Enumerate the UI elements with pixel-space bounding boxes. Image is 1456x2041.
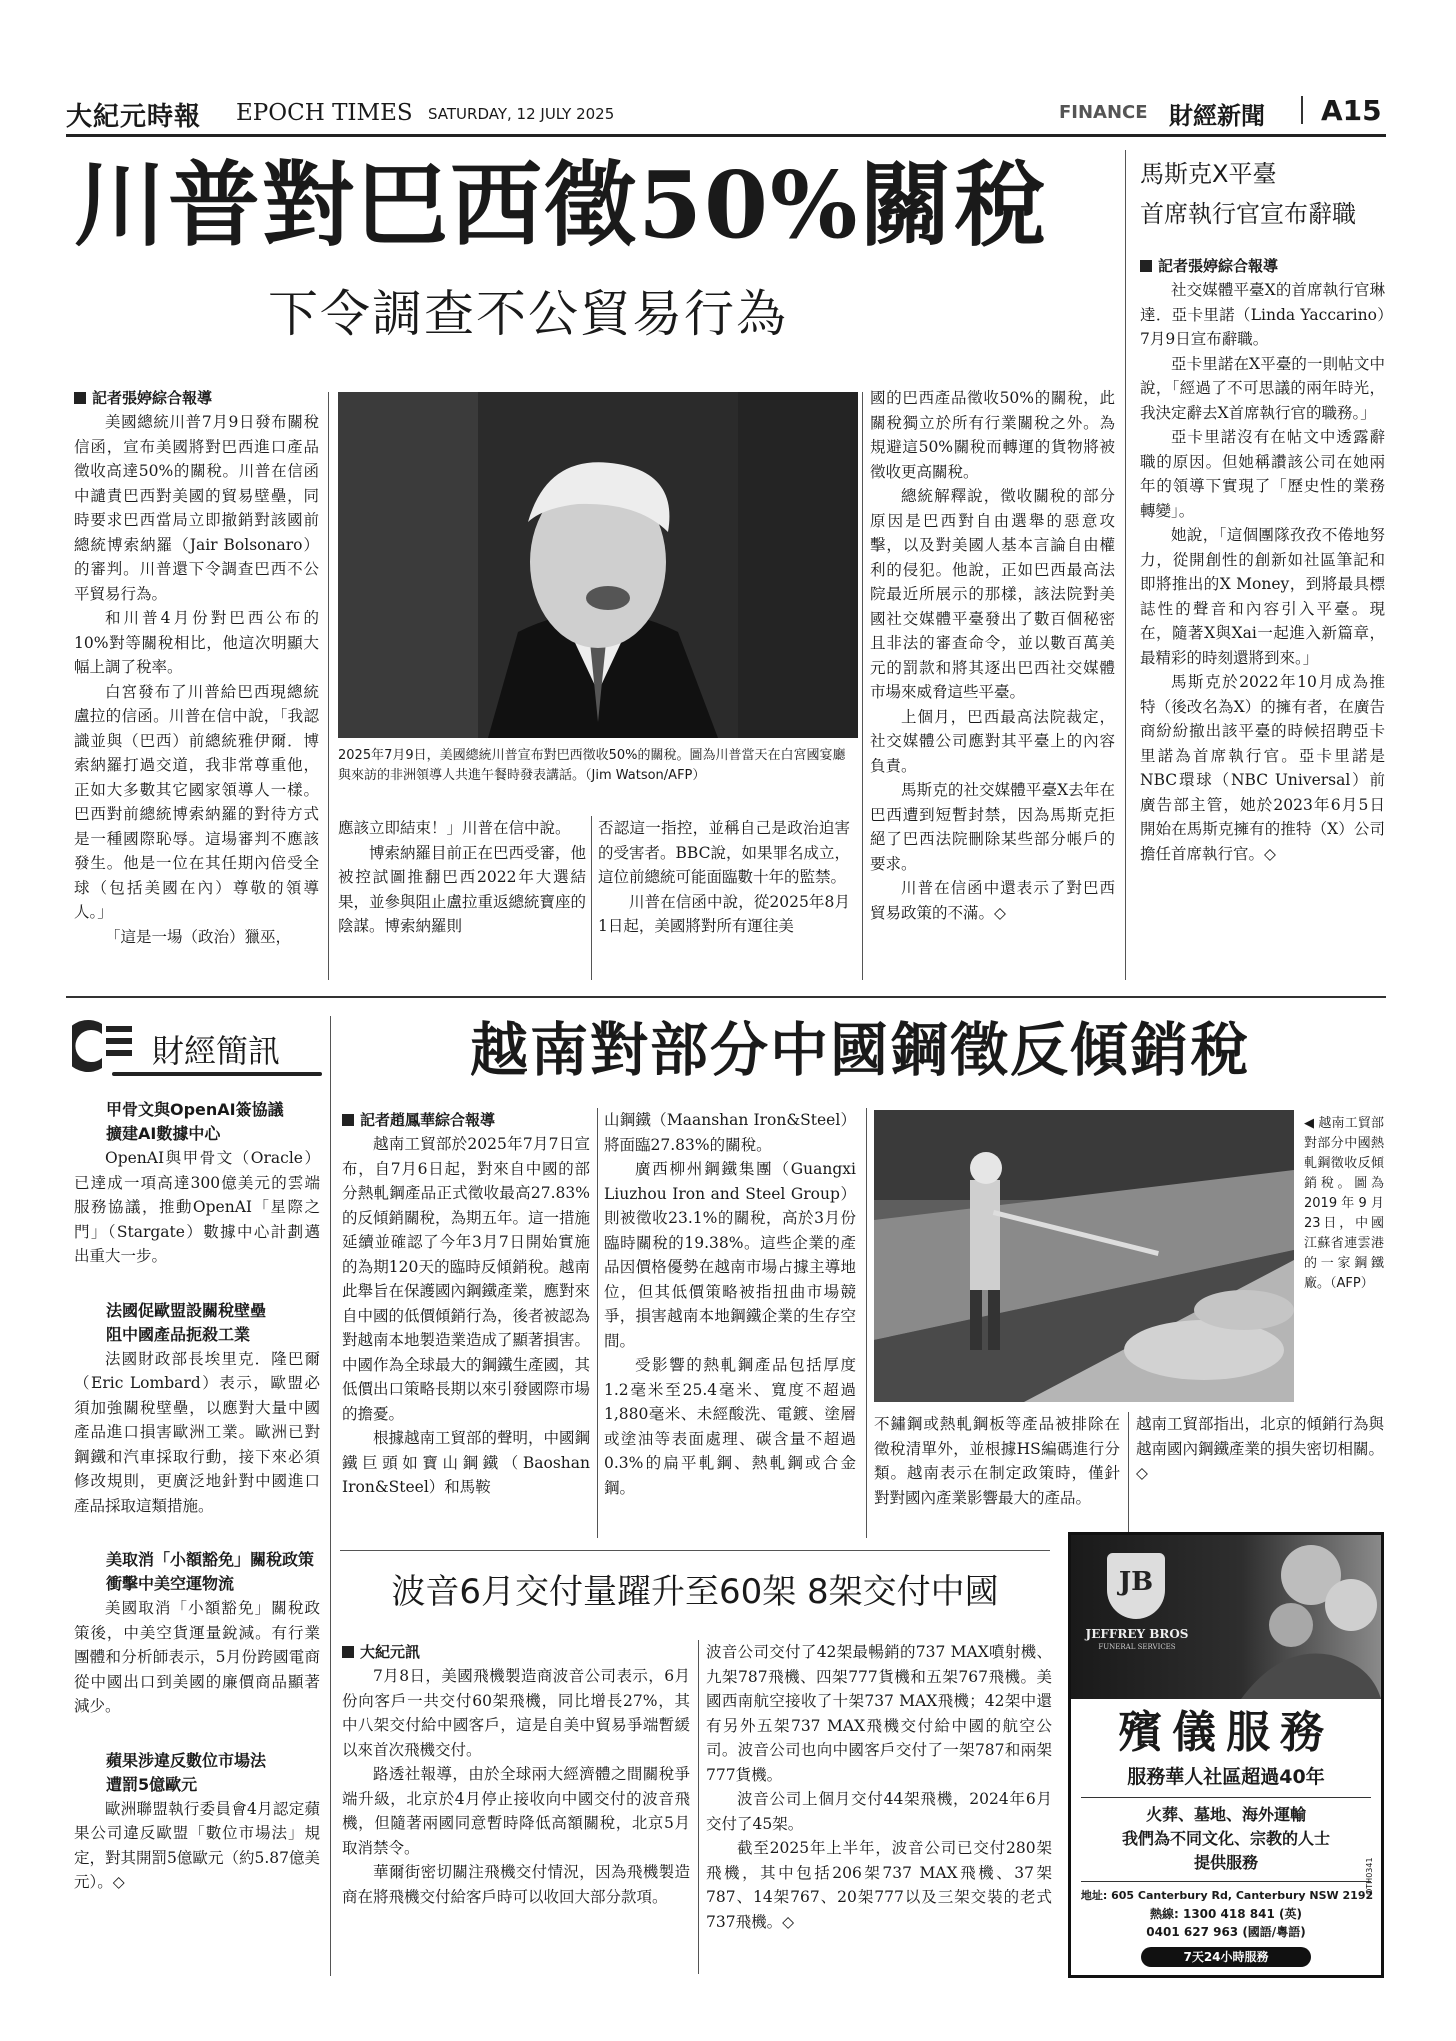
lead-byline: 記者張婷綜合報導 (74, 386, 319, 410)
lead-paragraph: 川普在信函中說，從2025年8月1日起，美國將對所有運往美 (598, 892, 850, 935)
brief-headline: 衝擊中美空運物流 (106, 1574, 235, 1593)
brief-body: 歐洲聯盟執行委員會4月認定蘋果公司違反歐盟「數位市場法」規定，對其開罰5億歐元（約5.87億美元）。◇ (74, 1799, 320, 1891)
boeing-col-1 (342, 1640, 690, 1909)
vietnam-paragraph: 受影響的熱軋鋼產品包括厚度1.2毫米至25.4毫米、寬度不超過1,880毫米、未經酸洗、電鍍、塗層或塗油等表面處理、碳含量不超過0.3%的扁平軋鋼、熱軋鋼或合金鋼。 (604, 1356, 856, 1497)
side-paragraph: 她說，「這個團隊孜孜不倦地努力，從開創性的創新如社區筆記和即將推出的X Money，到將最具標誌性的聲音和內容引入平臺。現在，隨著X與Xai一起進入新篇章，最精彩的時刻還將到來。」 (1140, 526, 1385, 667)
lead-paragraph: 國的巴西產品徵收50%的關稅，此關稅獨立於所有行業關稅之外。為規避這50%關稅而轉運的貨物將被徵收更高關稅。 (870, 389, 1115, 481)
boeing-paragraph: 7月8日，美國飛機製造商波音公司表示，6月份向客戶一共交付60架飛機，同比增長27%，其中八架交付給中國客戶，這是自美中貿易爭端暫緩以來首次飛機交付。 (342, 1667, 690, 1759)
section-label-en: FINANCE (1059, 102, 1148, 123)
briefs-divider (330, 1016, 331, 1976)
vietnam-paragraph: 不鏽鋼或熱軋鋼板等產品被排除在徵稅清單外，並根據HS編碼進行分類。越南表示在制定政策時，僅針對對國內產業影響最大的產品。 (874, 1415, 1120, 1507)
ad-hotline[interactable]: 熱線: 1300 418 841 (英) (1150, 1907, 1302, 1921)
side-paragraph: 亞卡里諾沒有在帖文中透露辭職的原因。但她稱讚該公司在她兩年的領導下實現了「歷史性的業務轉變」。 (1140, 428, 1385, 520)
brief-item (74, 1749, 320, 1895)
briefs-title-rule (112, 1072, 322, 1076)
ad-subtitle: 服務華人社區超過40年 (1127, 1766, 1325, 1788)
briefs-logo-icon (72, 1016, 136, 1072)
masthead-logo: 大紀元時報 (66, 102, 202, 132)
ad-hours-badge: 7天24小時服務 (1141, 1947, 1311, 1967)
side-paragraph: 馬斯克於2022年10月成為推特（後改名為X）的擁有者，在廣告商紛紛撤出該平臺的時候招聘亞卡里諾為首席執行官。亞卡里諾是NBC環球（NBC Universal）前廣告部主管，她於2023年6月5日開始在馬斯克擁有的推特（X）公司擔任首席執行官。◇ (1140, 673, 1385, 863)
ad-brand: JEFFREY BROS (1085, 1627, 1189, 1641)
page-number: A15 (1321, 94, 1382, 127)
boeing-col-2 (706, 1640, 1052, 1934)
lead-paragraph: 否認這一指控，並稱自己是政治迫害的受害者。BBC說，如果罪名成立，這位前總統可能面臨數十年的監禁。 (598, 819, 850, 886)
side-headline-line2: 首席執行官宣布辭職 (1140, 200, 1356, 228)
boeing-byline: 大紀元訊 (342, 1640, 690, 1664)
ad-divider (1081, 1881, 1371, 1882)
lead-col-1 (74, 386, 319, 949)
lead-photo-caption: 2025年7月9日，美國總統川普宣布對巴西徵收50%的關稅。圖為川普當天在白宮國宴廳與來訪的非洲領導人共進午餐時發表講話。（Jim Watson/AFP） (338, 748, 846, 783)
lead-paragraph: 博索納羅目前正在巴西受審，他被控試圖推翻巴西2022年大選結果，並參與阻止盧拉重返總統寶座的陰謀。博索納羅則 (338, 843, 587, 935)
brief-body: OpenAI與甲骨文（Oracle）已達成一項高達300億美元的雲端服務協議，推動OpenAI「星際之門」（Stargate）數據中心計劃邁出重大一步。 (74, 1149, 320, 1265)
vietnam-col-divider (597, 1108, 598, 1538)
brief-item (74, 1299, 320, 1519)
side-paragraph: 社交媒體平臺X的首席執行官琳達．亞卡里諾（Linda Yaccarino）7月9日宣布辭職。 (1140, 281, 1385, 348)
vietnam-paragraph: 山鋼鐵（Maanshan Iron&Steel）將面臨27.83%的關稅。 (604, 1111, 856, 1154)
ad-brand-sub: FUNERAL SERVICES (1098, 1643, 1176, 1651)
lead-col-divider (328, 392, 329, 980)
masthead (66, 92, 1386, 132)
ad-service-line: 我們為不同文化、宗教的人士 (1121, 1829, 1330, 1848)
lead-paragraph: 美國總統川普7月9日發布關稅信函，宣布美國將對巴西進口產品徵收高達50%的關稅。川普在信函中譴責巴西對美國的貿易壁壘，同時要求巴西當局立即撤銷對該國前總統博索納羅（Jair Bolsonaro）的審判。川普還下令調查巴西不公平貿易行為。 (74, 413, 319, 603)
side-byline: 記者張婷綜合報導 (1140, 254, 1385, 278)
brief-headline: 法國促歐盟設關稅壁壘 (106, 1300, 267, 1320)
masthead-name: EPOCH TIMES (236, 100, 413, 126)
lead-paragraph: 總統解釋說，徵收關稅的部分原因是巴西對自由選舉的惡意攻擊，以及對美國人基本言論自由權利的侵犯。他說，正如巴西最高法院最近所展示的那樣，該法院對美國社交媒體平臺發出了數百個秘密且非法的審查命令，並以數百萬美元的罰款和將其逐出巴西社交媒體市場來威脅這些平臺。 (870, 487, 1115, 701)
masthead-divider (1301, 96, 1303, 124)
vietnam-col-1 (342, 1108, 590, 1500)
lead-paragraph: 應該立即結束！」川普在信中說。 (338, 819, 571, 837)
brief-headline: 阻中國產品扼殺工業 (106, 1324, 251, 1344)
brief-headline: 甲骨文與OpenAI簽協議 (106, 1100, 284, 1119)
vietnam-col-divider (1128, 1412, 1129, 1538)
vietnam-col-2 (604, 1108, 856, 1500)
ad-divider (1081, 1797, 1371, 1798)
lead-col-2 (338, 816, 586, 939)
masthead-date: SATURDAY, 12 JULY 2025 (428, 105, 615, 123)
trump-photo (338, 392, 858, 738)
lead-col-4 (870, 386, 1115, 925)
brief-item (74, 1098, 320, 1269)
vietnam-col-3 (874, 1412, 1120, 1510)
lead-paragraph: 「這是一場（政治）獵巫， (105, 927, 292, 946)
lead-subhead: 下令調查不公貿易行為 (268, 285, 788, 343)
vietnam-paragraph: 越南工貿部於2025年7月7日宣布，自7月6日起，對來自中國的部分熱軋鋼產品正式徵收最高27.83%的反傾銷關稅，為期五年。這一措施延續並確認了今年3月7日開始實施的為期120天的臨時反傾銷稅。越南此舉旨在保護國內鋼鐵產業，應對來自中國的低價傾銷行為，後者被認為對越南本地製造業造成了顯著損害。中國作為全球最大的鋼鐵生產國，其低價出口策略長期以來引發國際市場的擔憂。 (342, 1135, 591, 1423)
ad-flowers-illustration (1221, 1535, 1381, 1699)
vietnam-col-4 (1136, 1412, 1384, 1486)
lead-paragraph: 和川普4月份對巴西公布的10%對等關稅相比，他這次明顯大幅上調了稅率。 (74, 609, 319, 676)
briefs-list (74, 1098, 320, 1895)
section-rule (66, 996, 1386, 998)
section-label-zh: 財經新聞 (1169, 102, 1265, 130)
masthead-rule (66, 134, 1386, 137)
vietnam-paragraph: 根據越南工貿部的聲明，中國鋼鐵巨頭如寶山鋼鐵（Baoshan Iron&Steel）和馬鞍 (342, 1429, 591, 1496)
brief-body: 美國取消「小額豁免」關稅政策後，中美空貨運量銳減。有行業團體和分析師表示，5月份跨國電商從中國出口到美國的廉價商品顯著減少。 (74, 1599, 320, 1715)
vietnam-byline: 記者趙鳳華綜合報導 (342, 1108, 590, 1132)
brief-headline: 蘋果涉違反數位市場法 (106, 1750, 267, 1770)
trump-photo-illustration (338, 392, 858, 738)
brief-item (74, 1548, 320, 1719)
boeing-paragraph: 華爾街密切關注飛機交付情況，因為飛機製造商在將飛機交付給客戶時可以收回大部分款項。 (342, 1863, 690, 1906)
brief-body: 法國財政部長埃里克．隆巴爾（Eric Lombard）表示，歐盟必須加強關稅壁壘，以應對大量中國產品進口損害歐洲工業。歐洲已對鋼鐵和汽車採取行動，接下來必須修改規則，更廣泛地針對中國進口產品採取這類措施。 (74, 1349, 320, 1515)
vietnam-col-divider (866, 1108, 867, 1538)
vietnam-paragraph: 越南工貿部指出，北京的傾銷行為與越南國內鋼鐵產業的損失密切相關。◇ (1136, 1415, 1385, 1482)
ad-service-line: 提供服務 (1193, 1853, 1258, 1872)
ad-image (1071, 1535, 1381, 1699)
ad-mobile[interactable]: 0401 627 963 (國語/粵語) (1146, 1925, 1306, 1939)
boeing-paragraph: 波音公司交付了42架最暢銷的737 MAX噴射機、九架787飛機、四架777貨機和五架767飛機。美國西南航空接收了十架737 MAX飛機；42架中還有另外五架737 MAX飛機交付給中國的航空公司。波音公司也向中國客戶交付了一架787和兩架777貨機。 (706, 1643, 1052, 1784)
lead-paragraph: 馬斯克的社交媒體平臺X去年在巴西遭到短暫封禁，因為馬斯克拒絕了巴西法院刪除某些部分帳戶的要求。 (870, 781, 1115, 873)
lead-headline: 川普對巴西徵50%關稅 (74, 151, 1048, 259)
ad-logo-shield (1107, 1553, 1165, 1619)
vietnam-paragraph: 廣西柳州鋼鐵集團（Guangxi Liuzhou Iron and Steel Group）則被徵收23.1%的關稅，高於3月份臨時關稅的19.38%。這些企業的產品因價格優勢在越南市場占據主導地位，但其低價策略被指扭曲市場競爭，損害越南本地鋼鐵企業的生存空間。 (604, 1160, 856, 1350)
brief-headline: 美取消「小額豁免」關稅政策 (106, 1550, 315, 1569)
ad-logo-letters: JB (1118, 1567, 1154, 1597)
steel-photo-caption: ◀ 越南工貿部對部分中國熱軋鋼徵收反傾銷稅。圖為2019年9月23日，中國江蘇省連雲港的一家鋼鐵廠。（AFP） (1304, 1116, 1384, 1291)
ad-address: 地址: 605 Canterbury Rd, Canterbury NSW 2192 (1080, 1889, 1374, 1902)
lead-col-divider (862, 392, 863, 980)
briefs-title: 財經簡訊 (152, 1032, 281, 1070)
briefs-header (72, 1016, 322, 1080)
lead-paragraph: 白宮發布了川普給巴西現總統盧拉的信函。川普在信中說，「我認識並與（巴西）前總統雅伊爾．博索納羅打過交道，我非常尊重他，正如大多數其它國家領導人一樣。巴西對前總統博索納羅的對待方式是一種國際恥辱。這場審判不應該發生。他是一位在其任期內倍受全球（包括美國在內）尊敬的領導人。」 (74, 682, 319, 921)
lead-paragraph: 川普在信函中還表示了對巴西貿易政策的不滿。◇ (870, 879, 1115, 922)
lead-paragraph: 上個月，巴西最高法院裁定，社交媒體公司應對其平臺上的內容負責。 (870, 707, 1115, 775)
lead-col-divider (591, 816, 592, 980)
side-divider (1125, 150, 1126, 980)
funeral-ad[interactable] (1068, 1532, 1384, 1978)
brief-headline: 擴建AI數據中心 (106, 1124, 221, 1143)
boeing-headline: 波音6月交付量躍升至60架 8架交付中國 (391, 1572, 999, 1612)
side-body (1140, 254, 1385, 866)
lead-col-3 (598, 816, 850, 939)
steel-mill-photo (874, 1110, 1294, 1402)
steel-mill-illustration (874, 1110, 1294, 1402)
ad-ref: OTH0341 (1365, 1857, 1374, 1895)
ad-service-line: 火葬、墓地、海外運輸 (1145, 1805, 1306, 1824)
side-headline-line1: 馬斯克X平臺 (1140, 160, 1277, 188)
boeing-paragraph: 路透社報導，由於全球兩大經濟體之間關稅爭端升級，北京於4月停止接收向中國交付的波音飛機，但隨著兩國同意暫時降低高額關稅，北京5月取消禁令。 (342, 1765, 690, 1857)
boeing-col-divider (698, 1640, 699, 1974)
ad-title: 殯儀服務 (1118, 1707, 1334, 1758)
side-paragraph: 亞卡里諾在X平臺的一則帖文中說，「經過了不可思議的兩年時光，我決定辭去X首席執行官的職務。」 (1140, 354, 1385, 422)
boeing-top-rule (340, 1550, 1050, 1551)
side-headline (1140, 154, 1385, 234)
vietnam-headline: 越南對部分中國鋼徵反傾銷稅 (469, 1016, 1250, 1084)
boeing-paragraph: 波音公司上個月交付44架飛機，2024年6月交付了45架。 (706, 1790, 1052, 1833)
boeing-paragraph: 截至2025年上半年，波音公司已交付280架飛機，其中包括206架737 MAX飛機、37架787、14架767、20架777以及三架交裝的老式737飛機。◇ (706, 1839, 1052, 1931)
brief-headline: 遭罰5億歐元 (106, 1774, 198, 1794)
